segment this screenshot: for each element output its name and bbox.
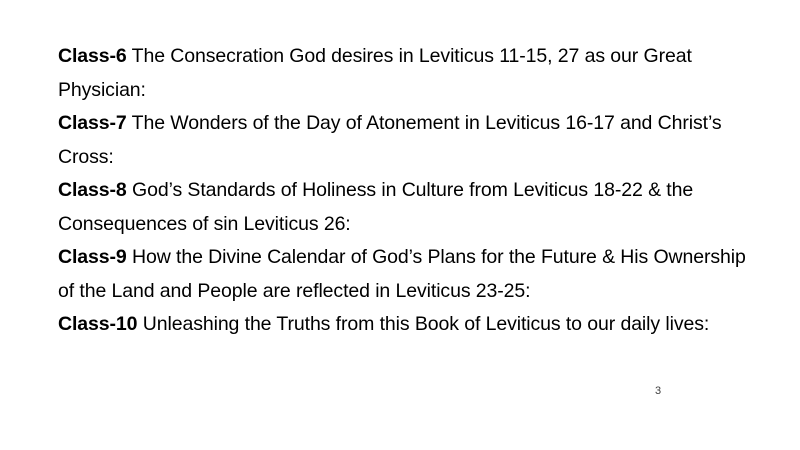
class-item [58,107,758,174]
class-item [58,40,758,107]
class-item [58,241,758,308]
class-description: God’s Standards of Holiness in Culture from Leviticus 18-22 & the Consequences of sin Leviticus 26: [58,179,694,235]
page-number: 3 [655,385,662,397]
class-label: Class-9 [58,246,127,269]
class-item [58,308,758,342]
class-description: The Consecration God desires in Leviticus 11-15, 27 as our Great Physician: [58,45,692,101]
class-description: The Wonders of the Day of Atonement in Leviticus 16-17 and Christ’s Cross: [58,112,722,168]
class-item [58,174,758,241]
class-label: Class-7 [58,112,127,135]
class-label: Class-10 [58,313,138,336]
class-label: Class-8 [58,179,127,202]
class-description: How the Divine Calendar of God’s Plans for the Future & His Ownership of the Land and People are reflected in Leviticus 23-25: [58,246,746,302]
slide-body-text [58,40,758,342]
class-description: Unleashing the Truths from this Book of Leviticus to our daily lives: [137,313,710,336]
class-label: Class-6 [58,45,127,67]
